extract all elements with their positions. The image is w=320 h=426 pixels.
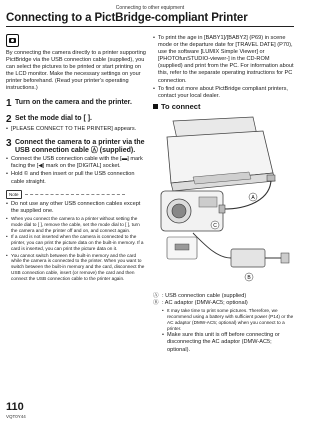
section-header: Connecting to other equipment — [115, 5, 185, 11]
legend-note: • Make sure this unit is off before connecting or disconnecting the AC adaptor (DMW-AC5; optional). — [162, 332, 280, 353]
step-3: 3 Connect the camera to a printer via the USB connection cable Ⓐ (supplied). — [6, 137, 145, 154]
note-item: • You cannot switch between the built-in memory and the card while the camera is connected to the printer. When you want to switch between the built-in memory and the card, disconnect the USB connection cable, insert (or remove) the card and then connect the USB connection cable to the printer again. — [6, 252, 145, 281]
right-bullet: • To print the age in [BABY1]/[BABY2] (P69) in scene mode or the departure date for [TRAVEL DATE] (P70), use the software [LUMIX Simple Viewer] or [PHOTOfunSTUDIO-viewer-] in the CD-ROM (supplied) and print from the PC. For information about this, refer to the separate operating instructions for PC connection. — [153, 35, 294, 84]
to-connect-heading: To connect — [153, 103, 295, 110]
square-bullet-icon — [153, 104, 158, 109]
note-heading: Note — [6, 186, 146, 200]
right-bullet: • To find out more about PictBridge compliant printers, contact your local dealer. — [153, 85, 288, 99]
page-number: 110 — [6, 401, 24, 413]
right-column — [153, 34, 295, 354]
doc-code: VQT0Y44 — [6, 414, 26, 419]
diagram-legend — [153, 293, 295, 354]
legend-note: • It may take time to print some pictures. Therefore, we recommend using a battery with sufficient power (P14) or the AC adaptor (DMW-AC5; optional) when you connect to a printer. — [162, 308, 294, 331]
diagram-label-a: A — [251, 194, 255, 201]
ac-adaptor-icon — [193, 233, 289, 267]
legend-row: Ⓑ : AC adaptor (DMW-AC5; optional) — [153, 300, 248, 307]
connection-illustration — [153, 113, 295, 291]
usb-socket-inset — [167, 237, 197, 259]
page-title: Connecting to a PictBridge-compliant Printer — [6, 12, 294, 27]
note-item: • If a card is not inserted when the camera is connected to the printer, you can print the picture data on the built-in memory. If a card is inserted, you can print the picture data on it. — [6, 234, 144, 251]
printer-icon — [167, 117, 275, 191]
intro-paragraph: By connecting the camera directly to a printer supporting PictBridge via the USB connection cable (supplied), you can select the pictures to be printed or start printing on the LCD monitor. Make the necessary settings on your printer beforehand. (Read your printer's operating instructions.) — [6, 50, 146, 92]
step-2-bullet: • [PLEASE CONNECT TO THE PRINTER] appears. — [6, 125, 137, 132]
playback-print-mode-icon — [6, 34, 19, 47]
note-item: • Do not use any other USB connection cables except the supplied one. — [6, 200, 141, 214]
printer-camera-diagram — [153, 113, 295, 291]
diagram-label-b: B — [247, 274, 251, 281]
note-item: • When you connect the camera to a printer without setting the mode dial to [ ], remove the cable, set the mode dial to [ ], turn the camera and the printer off and on, and connect again. — [6, 215, 140, 233]
step-1: 1 Turn on the camera and the printer. — [6, 97, 132, 109]
step-3-bullet: • Hold © and then insert or pull the USB connection cable straight. — [6, 171, 135, 185]
diagram-label-c: C — [213, 222, 217, 229]
step-2: 2 Set the mode dial to [ ]. — [6, 113, 93, 125]
legend-row: Ⓐ : USB connection cable (supplied) — [153, 292, 247, 299]
left-column — [6, 34, 146, 282]
step-3-bullet: • Connect the USB connection cable with the [▬] mark facing the [◀] mark on the [DIGITAL] socket. — [6, 156, 143, 170]
